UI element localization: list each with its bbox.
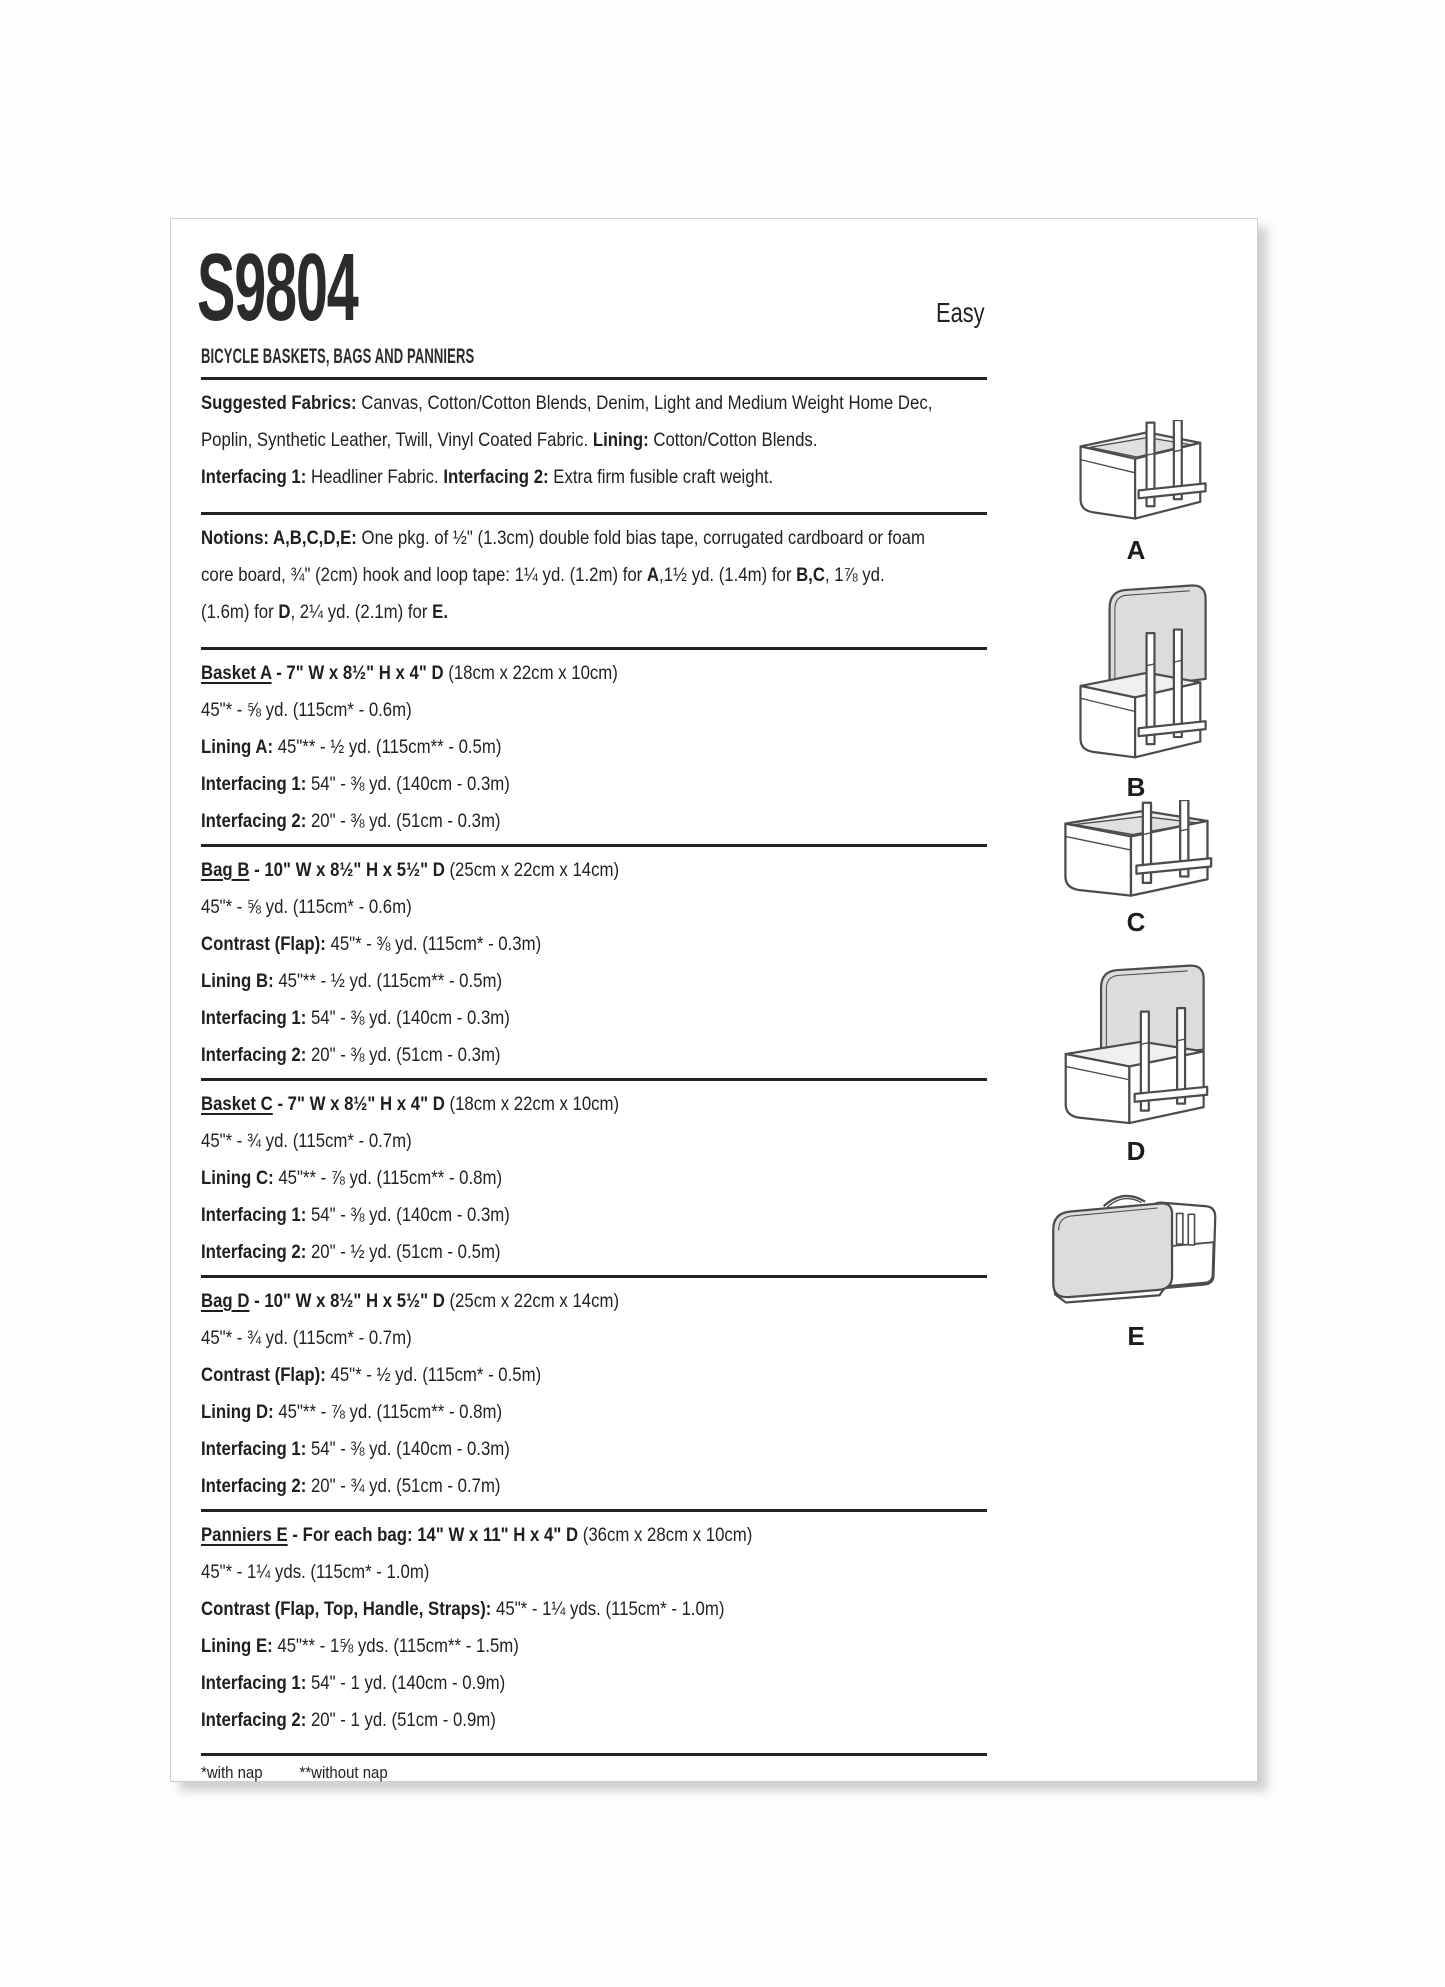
pattern-number: S9804 <box>197 234 358 341</box>
suggested-fabrics-paragraph <box>201 385 991 496</box>
notions-paragraph <box>201 520 991 631</box>
bag-b-heading: Bag B - 10" W x 8½" H x 5½" D (25cm x 22cm x 14cm) <box>201 859 620 881</box>
panniers-e-figure <box>1026 1190 1246 1352</box>
figure-label-c: C <box>1126 907 1146 937</box>
figure-label-b: B <box>1126 772 1146 802</box>
title-divider <box>201 377 987 380</box>
panniers-e-contrast: Contrast (Flap, Top, Handle, Straps): 45"* - 1¼ yds. (115cm* - 1.0m) <box>201 1598 725 1620</box>
section-panniers-e <box>201 1517 991 1739</box>
bag-b-interfacing-1: Interfacing 1: 54" - ⅜ yd. (140cm - 0.3m) <box>201 1007 510 1029</box>
footnote <box>201 1761 896 1785</box>
section-divider-bag-d <box>201 1275 987 1278</box>
basket-a-interfacing-1: Interfacing 1: 54" - ⅜ yd. (140cm - 0.3m) <box>201 773 510 795</box>
basket-c-figure <box>1026 800 1246 938</box>
fabrics-line-1: Suggested Fabrics: Canvas, Cotton/Cotton Blends, Denim, Light and Medium Weight Home Dec, <box>201 392 933 414</box>
bag-b-illustration <box>1061 582 1211 767</box>
bag-d-interfacing-1: Interfacing 1: 54" - ⅜ yd. (140cm - 0.3m) <box>201 1438 510 1460</box>
panniers-e-lining: Lining E: 45"** - 1⅝ yds. (115cm** - 1.5m) <box>201 1635 519 1657</box>
difficulty-label: Easy <box>936 297 985 328</box>
figure-label-e: E <box>1127 1321 1145 1351</box>
footnote-without-nap: **without nap <box>299 1763 388 1782</box>
bag-b-lining: Lining B: 45"** - ½ yd. (115cm** - 0.5m) <box>201 970 503 992</box>
bag-d-lining: Lining D: 45"** - ⅞ yd. (115cm** - 0.8m) <box>201 1401 503 1423</box>
bag-d-heading: Bag D - 10" W x 8½" H x 5½" D (25cm x 22cm x 14cm) <box>201 1290 620 1312</box>
footnote-divider <box>201 1753 987 1756</box>
basket-c-lining: Lining C: 45"** - ⅞ yd. (115cm** - 0.8m) <box>201 1167 503 1189</box>
basket-a-lining: Lining A: 45"** - ½ yd. (115cm** - 0.5m) <box>201 736 502 758</box>
panniers-e-interfacing-2: Interfacing 2: 20" - 1 yd. (51cm - 0.9m) <box>201 1709 496 1731</box>
notions-line-3: (1.6m) for D, 2¼ yd. (2.1m) for E. <box>201 601 448 623</box>
bag-d-illustration <box>1056 963 1216 1131</box>
bag-b-contrast: Contrast (Flap): 45"* - ⅜ yd. (115cm* - 0.3m) <box>201 933 542 955</box>
notions-divider <box>201 512 987 515</box>
panniers-e-yardage: 45"* - 1¼ yds. (115cm* - 1.0m) <box>201 1561 430 1583</box>
section-bag-d <box>201 1283 991 1505</box>
section-divider-basket-a <box>201 647 987 650</box>
notions-line-2: core board, ¾" (2cm) hook and loop tape: 1¼ yd. (1.2m) for A,1½ yd. (1.4m) for B,C, 1⅞ yd. <box>201 564 885 586</box>
notions-line-1: Notions: A,B,C,D,E: One pkg. of ½" (1.3cm) double fold bias tape, corrugated cardboard or foam <box>201 527 925 549</box>
fabrics-line-2: Poplin, Synthetic Leather, Twill, Vinyl Coated Fabric. Lining: Cotton/Cotton Blends. <box>201 429 818 451</box>
basket-c-interfacing-1: Interfacing 1: 54" - ⅜ yd. (140cm - 0.3m) <box>201 1204 510 1226</box>
basket-a-yardage: 45"* - ⅝ yd. (115cm* - 0.6m) <box>201 699 412 721</box>
pattern-title: BICYCLE BASKETS, BAGS AND PANNIERS <box>201 345 475 368</box>
figure-label-d: D <box>1126 1136 1146 1166</box>
section-divider-panniers-e <box>201 1509 987 1512</box>
section-bag-b <box>201 852 991 1074</box>
bag-d-contrast: Contrast (Flap): 45"* - ½ yd. (115cm* - 0.5m) <box>201 1364 542 1386</box>
section-divider-bag-b <box>201 844 987 847</box>
bag-b-figure <box>1026 582 1246 803</box>
section-basket-c <box>201 1086 991 1271</box>
basket-a-figure <box>1026 420 1246 566</box>
figure-label-a: A <box>1126 535 1146 565</box>
bag-d-interfacing-2: Interfacing 2: 20" - ¾ yd. (51cm - 0.7m) <box>201 1475 501 1497</box>
basket-c-yardage: 45"* - ¾ yd. (115cm* - 0.7m) <box>201 1130 412 1152</box>
basket-a-interfacing-2: Interfacing 2: 20" - ⅜ yd. (51cm - 0.3m) <box>201 810 501 832</box>
section-divider-basket-c <box>201 1078 987 1081</box>
bag-b-yardage: 45"* - ⅝ yd. (115cm* - 0.6m) <box>201 896 412 918</box>
pattern-sheet <box>170 218 1258 1782</box>
basket-a-illustration <box>1061 420 1211 530</box>
footnote-with-nap: *with nap <box>201 1763 263 1782</box>
panniers-e-heading: Panniers E - For each bag: 14" W x 11" H x 4" D (36cm x 28cm x 10cm) <box>201 1524 753 1546</box>
basket-c-interfacing-2: Interfacing 2: 20" - ½ yd. (51cm - 0.5m) <box>201 1241 501 1263</box>
bag-b-interfacing-2: Interfacing 2: 20" - ⅜ yd. (51cm - 0.3m) <box>201 1044 501 1066</box>
basket-c-heading: Basket C - 7" W x 8½" H x 4" D (18cm x 22cm x 10cm) <box>201 1093 620 1115</box>
text-column <box>197 219 991 1785</box>
section-basket-a <box>201 655 991 840</box>
bag-d-yardage: 45"* - ¾ yd. (115cm* - 0.7m) <box>201 1327 412 1349</box>
fabrics-line-3: Interfacing 1: Headliner Fabric. Interfacing 2: Extra firm fusible craft weight. <box>201 466 774 488</box>
panniers-e-interfacing-1: Interfacing 1: 54" - 1 yd. (140cm - 0.9m) <box>201 1672 506 1694</box>
basket-a-heading: Basket A - 7" W x 8½" H x 4" D (18cm x 22cm x 10cm) <box>201 662 618 684</box>
basket-c-illustration <box>1056 800 1216 902</box>
panniers-e-illustration <box>1044 1190 1229 1316</box>
bag-d-figure <box>1026 963 1246 1167</box>
